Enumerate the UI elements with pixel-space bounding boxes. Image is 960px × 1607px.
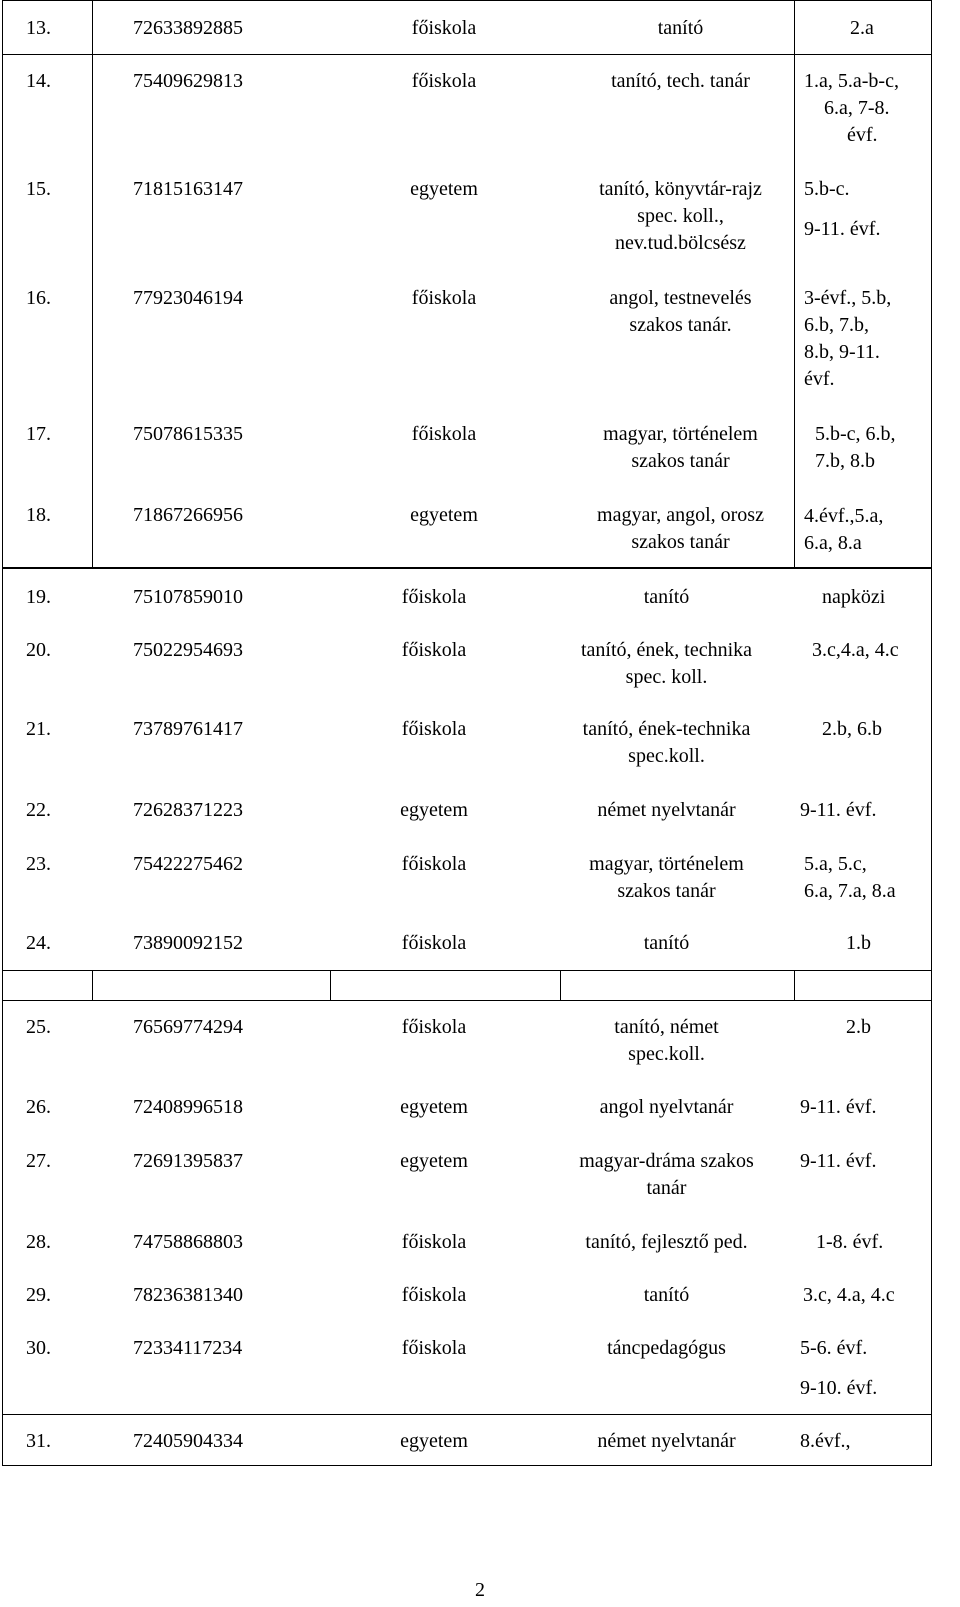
row-id: 74758868803 — [133, 1231, 243, 1253]
row-classes: évf. — [804, 368, 835, 390]
row-education: főiskola — [411, 17, 477, 39]
row-education: egyetem — [400, 1430, 468, 1452]
row-id: 75078615335 — [133, 423, 243, 445]
row-number: 25. — [26, 1016, 51, 1038]
row-subject: spec. koll. — [625, 666, 708, 688]
row-classes: 2.a — [850, 17, 874, 39]
row-education: egyetem — [410, 504, 478, 526]
row-classes: 4.évf.,5.a, — [804, 505, 884, 527]
row-classes: 3.c, 4.a, 4.c — [803, 1284, 895, 1306]
row-classes: 1-8. évf. — [816, 1231, 884, 1253]
row-subject: nev.tud.bölcsész — [615, 232, 746, 254]
row-subject: tanító, német — [614, 1016, 719, 1038]
row-classes: 6.a, 7-8. — [824, 97, 890, 119]
row-number: 16. — [26, 287, 51, 309]
row-subject: magyar, angol, orosz — [597, 504, 764, 526]
row-id: 71815163147 — [133, 178, 243, 200]
row-subject: tanító, könyvtár-rajz — [599, 178, 762, 200]
row-classes: 1.a, 5.a-b-c, — [804, 70, 899, 92]
row-number: 28. — [26, 1231, 51, 1253]
row-subject: tanító — [657, 17, 704, 39]
row-subject: spec.koll. — [628, 745, 705, 767]
row-number: 14. — [26, 70, 51, 92]
column-divider — [794, 970, 795, 1000]
row-classes: 2.b — [846, 1016, 871, 1038]
row-classes: 5.b-c, 6.b, — [815, 423, 896, 445]
row-id: 78236381340 — [133, 1284, 243, 1306]
row-number: 20. — [26, 639, 51, 661]
column-divider — [92, 970, 93, 1000]
row-classes: 8.b, 9-11. — [804, 341, 880, 363]
row-subject: angol, testnevelés — [609, 287, 752, 309]
row-subject: spec. koll., — [637, 205, 724, 227]
row-subject: táncpedagógus — [607, 1337, 726, 1359]
row-subject: szakos tanár — [617, 880, 716, 902]
row-education: főiskola — [401, 1337, 467, 1359]
row-classes: 9-10. évf. — [800, 1377, 878, 1399]
row-id: 75107859010 — [133, 586, 243, 608]
row-subject: szakos tanár — [631, 450, 730, 472]
row-subject: tanár — [646, 1177, 687, 1199]
row-id: 72628371223 — [133, 799, 243, 821]
row-classes: évf. — [847, 124, 878, 146]
row-classes: 9-11. évf. — [800, 799, 877, 821]
row-id: 76569774294 — [133, 1016, 243, 1038]
row-subject: szakos tanár. — [629, 314, 732, 336]
row-number: 21. — [26, 718, 51, 740]
row-subject: tanító — [643, 932, 690, 954]
row-id: 73890092152 — [133, 932, 243, 954]
row-number: 13. — [26, 17, 51, 39]
row-classes: 5.a, 5.c, — [804, 853, 867, 875]
row-id: 75422275462 — [133, 853, 243, 875]
row-id: 72691395837 — [133, 1150, 243, 1172]
row-number: 24. — [26, 932, 51, 954]
row-classes: 5-6. évf. — [800, 1337, 868, 1359]
row-divider — [2, 970, 932, 971]
row-subject: magyar, történelem — [589, 853, 744, 875]
column-divider — [560, 970, 561, 1000]
row-number: 19. — [26, 586, 51, 608]
row-education: főiskola — [401, 1231, 467, 1253]
row-classes: 1.b — [846, 932, 871, 954]
row-subject: spec.koll. — [628, 1043, 705, 1065]
row-education: egyetem — [410, 178, 478, 200]
row-education: főiskola — [411, 70, 477, 92]
row-classes: 9-11. évf. — [800, 1150, 877, 1172]
row-education: főiskola — [401, 639, 467, 661]
row-classes: 9-11. évf. — [804, 218, 881, 240]
row-education: főiskola — [401, 1284, 467, 1306]
row-education: főiskola — [401, 1016, 467, 1038]
row-education: főiskola — [411, 423, 477, 445]
row-subject: tanító — [643, 586, 690, 608]
row-education: egyetem — [400, 799, 468, 821]
row-divider — [2, 54, 932, 55]
row-divider — [2, 1414, 932, 1415]
row-number: 31. — [26, 1430, 51, 1452]
row-number: 27. — [26, 1150, 51, 1172]
row-id: 75409629813 — [133, 70, 243, 92]
row-number: 18. — [26, 504, 51, 526]
row-subject: német nyelvtanár — [597, 1430, 736, 1452]
row-education: egyetem — [400, 1150, 468, 1172]
row-subject: tanító, ének-technika — [582, 718, 751, 740]
row-number: 30. — [26, 1337, 51, 1359]
row-id: 72633892885 — [133, 17, 243, 39]
row-classes: 5.b-c. — [804, 178, 850, 200]
row-education: főiskola — [411, 287, 477, 309]
row-education: főiskola — [401, 932, 467, 954]
row-number: 29. — [26, 1284, 51, 1306]
row-subject: tanító, tech. tanár — [611, 70, 750, 92]
row-classes: 3-évf., 5.b, — [804, 287, 892, 309]
row-id: 72405904334 — [133, 1430, 243, 1452]
row-classes: 7.b, 8.b — [815, 450, 875, 472]
row-classes: 9-11. évf. — [800, 1096, 877, 1118]
row-classes: 6.a, 8.a — [804, 532, 862, 554]
row-subject: tanító — [643, 1284, 690, 1306]
row-number: 23. — [26, 853, 51, 875]
row-id: 73789761417 — [133, 718, 243, 740]
row-classes: 2.b, 6.b — [822, 718, 882, 740]
row-number: 15. — [26, 178, 51, 200]
row-subject: szakos tanár — [631, 531, 730, 553]
row-education: egyetem — [400, 1096, 468, 1118]
row-education: főiskola — [401, 853, 467, 875]
row-number: 22. — [26, 799, 51, 821]
row-classes: 6.a, 7.a, 8.a — [804, 880, 896, 902]
row-number: 17. — [26, 423, 51, 445]
row-id: 72408996518 — [133, 1096, 243, 1118]
row-classes: 8.évf., — [800, 1430, 851, 1452]
row-subject: magyar-dráma szakos — [579, 1150, 754, 1172]
row-id: 75022954693 — [133, 639, 243, 661]
page-number: 2 — [475, 1579, 485, 1601]
row-id: 72334117234 — [133, 1337, 243, 1359]
row-number: 26. — [26, 1096, 51, 1118]
column-divider — [330, 970, 331, 1000]
row-subject: magyar, történelem — [603, 423, 758, 445]
row-id: 71867266956 — [133, 504, 243, 526]
column-divider — [92, 0, 93, 568]
row-subject: angol nyelvtanár — [599, 1096, 734, 1118]
row-subject: német nyelvtanár — [597, 799, 736, 821]
row-subject: tanító, fejlesztő ped. — [585, 1231, 748, 1253]
row-education: főiskola — [401, 718, 467, 740]
row-education: főiskola — [401, 586, 467, 608]
row-subject: tanító, ének, technika — [580, 639, 753, 661]
row-divider — [2, 1000, 932, 1001]
row-classes: 3.c,4.a, 4.c — [812, 639, 899, 661]
row-classes: napközi — [822, 586, 886, 608]
row-classes: 6.b, 7.b, — [804, 314, 869, 336]
row-id: 77923046194 — [133, 287, 243, 309]
